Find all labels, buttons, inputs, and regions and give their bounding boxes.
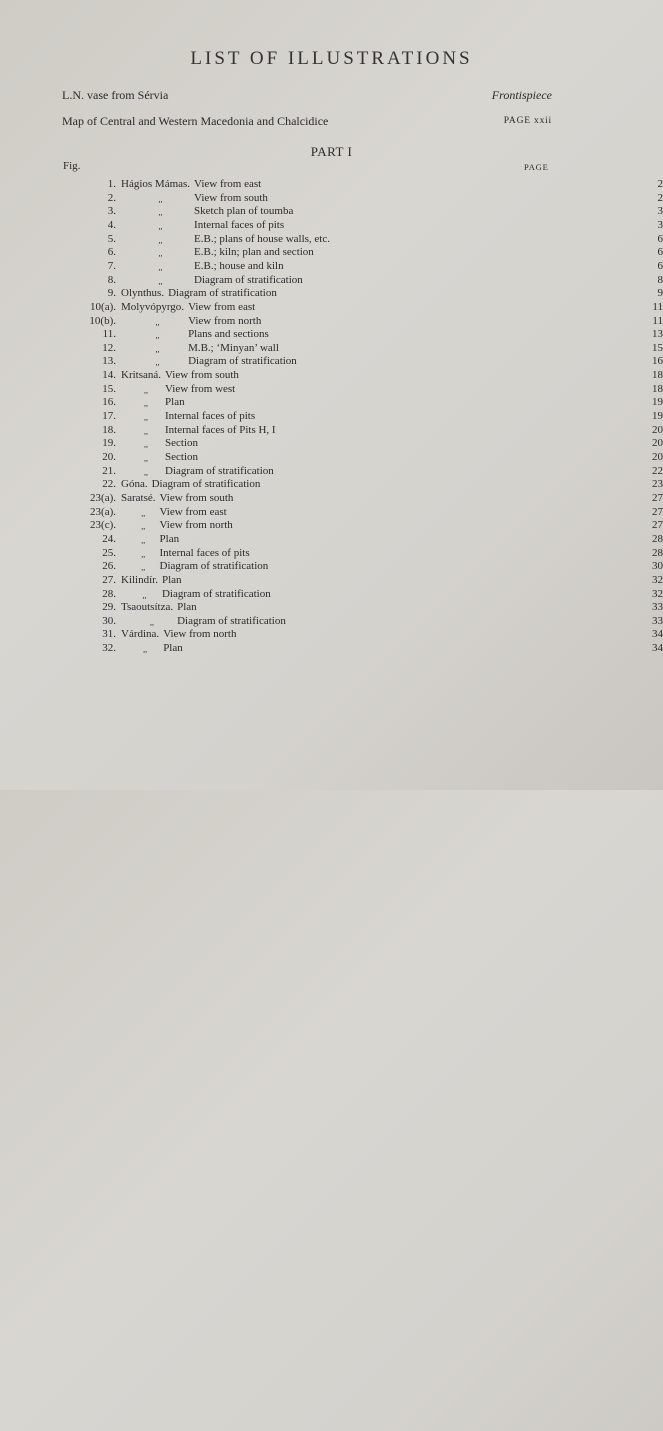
page-number: 20 xyxy=(652,437,663,450)
page-number: 6 xyxy=(657,232,663,245)
page-number: 9 xyxy=(657,287,663,300)
list-item xyxy=(0,395,663,409)
list-item xyxy=(0,559,663,573)
list-item xyxy=(0,327,663,341)
list-item xyxy=(0,218,663,232)
list-item xyxy=(0,273,663,287)
page-number: 20 xyxy=(652,451,663,463)
figure-number: 17. xyxy=(102,410,116,423)
illustration-description: Internal faces of Pits H, I xyxy=(165,423,276,436)
list-item xyxy=(0,505,663,519)
figure-number: 6. xyxy=(107,246,116,259)
list-item xyxy=(0,436,663,450)
site-name: Tsaoutsítza. xyxy=(121,601,174,614)
figure-number: 16. xyxy=(102,396,116,409)
page-number: 22 xyxy=(652,464,663,477)
illustration-description: Diagram of stratification xyxy=(168,287,277,300)
list-item xyxy=(0,518,663,532)
page-number: 30 xyxy=(652,560,663,573)
figure-number: 28. xyxy=(102,587,116,600)
ditto-mark: ,, xyxy=(158,249,163,259)
illustration-description: View from north xyxy=(159,519,233,532)
list-item xyxy=(0,300,663,314)
illustration-description: View from east xyxy=(159,505,227,518)
illustration-description: View from south xyxy=(159,491,234,504)
list-item xyxy=(0,464,663,478)
illustration-description: Diagram of stratification xyxy=(194,273,303,286)
ditto-mark: ,, xyxy=(150,617,155,627)
illustration-description: Sketch plan of toumba xyxy=(194,205,294,218)
page-number: 11 xyxy=(652,314,663,327)
page-number: 27 xyxy=(652,519,663,532)
figure-number: 31. xyxy=(102,628,116,641)
page-number: 19 xyxy=(652,396,663,409)
page-number: 27 xyxy=(652,491,663,504)
site-name: Molyvópyrgo. xyxy=(121,300,185,313)
ditto-mark: ,, xyxy=(155,344,160,354)
figure-number: 15. xyxy=(102,382,116,395)
figure-number: 26. xyxy=(102,560,116,573)
page-number: 6 xyxy=(657,246,663,259)
page-number: 23 xyxy=(652,478,663,491)
figure-number: 23(a). xyxy=(90,491,116,504)
list-item xyxy=(0,423,663,437)
page-number: 2 xyxy=(657,191,663,204)
map-page-ref: PAGE xxii xyxy=(503,116,552,126)
fig-column-header: Fig. xyxy=(63,160,81,172)
frontispiece-caption: L.N. vase from Sérvia xyxy=(62,88,169,102)
page-number: 3 xyxy=(657,218,663,231)
ditto-mark: ,, xyxy=(158,221,163,231)
figure-number: 12. xyxy=(102,341,116,354)
illustration-description: Diagram of stratification xyxy=(188,355,297,368)
figure-number: 8. xyxy=(107,273,116,286)
page-number: 2 xyxy=(657,178,663,190)
ditto-mark: ,, xyxy=(158,194,163,204)
page-number: 11 xyxy=(652,300,663,313)
figure-number: 2. xyxy=(107,191,116,204)
figure-number: 7. xyxy=(107,259,116,272)
illustration-description: Diagram of stratification xyxy=(177,614,286,627)
illustration-description: E.B.; kiln; plan and section xyxy=(194,246,314,259)
illustration-description: Section xyxy=(165,451,199,463)
page-number: 15 xyxy=(652,341,663,354)
page-number: 33 xyxy=(652,614,663,627)
figure-number: 27. xyxy=(102,573,116,586)
figure-number: 13. xyxy=(102,355,116,368)
figure-number: 30. xyxy=(102,614,116,627)
list-item xyxy=(0,614,663,628)
figure-number: 10(a). xyxy=(90,300,116,313)
illustration-description: Plans and sections xyxy=(188,328,269,341)
list-item xyxy=(0,491,663,505)
list-item xyxy=(0,600,663,614)
page-number: 18 xyxy=(652,382,663,395)
site-name: Góna. xyxy=(121,478,148,491)
list-item xyxy=(0,341,663,355)
ditto-mark: ,, xyxy=(144,413,148,423)
page-number: 32 xyxy=(652,573,663,586)
list-item xyxy=(0,532,663,546)
figure-number: 23(a). xyxy=(90,505,116,518)
page-column-header: PAGE xyxy=(524,162,549,172)
site-name: Kilindír. xyxy=(121,573,158,586)
figure-number: 14. xyxy=(102,369,116,382)
page-number: 28 xyxy=(652,546,663,559)
figure-number: 1. xyxy=(107,178,116,190)
ditto-mark: ,, xyxy=(158,262,163,272)
illustration-description: View from south xyxy=(194,191,268,204)
figure-number: 5. xyxy=(107,232,116,245)
list-item xyxy=(0,354,663,368)
illustration-description: Plan xyxy=(159,532,180,545)
list-item xyxy=(0,382,663,396)
list-item xyxy=(0,232,663,246)
site-name: Hágios Mámas. xyxy=(121,178,191,190)
ditto-mark: ,, xyxy=(155,317,160,327)
ditto-mark: ,, xyxy=(155,331,160,341)
figure-number: 11. xyxy=(102,328,116,341)
illustration-description: Plan xyxy=(165,396,185,409)
map-caption: Map of Central and Western Macedonia and Chalcidice xyxy=(62,114,329,128)
illustration-description: View from north xyxy=(163,628,237,641)
figure-number: 18. xyxy=(102,423,116,436)
ditto-mark: ,, xyxy=(144,467,148,477)
figure-number: 3. xyxy=(107,205,116,218)
figure-number: 10(b). xyxy=(89,314,116,327)
figure-number: 24. xyxy=(102,532,116,545)
figure-number: 20. xyxy=(102,451,116,463)
ditto-mark: ,, xyxy=(141,563,146,573)
page-number: 6 xyxy=(657,259,663,272)
page-title: LIST OF ILLUSTRATIONS xyxy=(190,48,473,69)
list-item xyxy=(0,204,663,218)
page-number: 20 xyxy=(652,423,663,436)
illustration-description: Diagram of stratification xyxy=(151,478,261,491)
illustration-description: Diagram of stratification xyxy=(159,560,269,573)
ditto-mark: ,, xyxy=(158,276,163,286)
ditto-mark: ,, xyxy=(158,208,163,218)
ditto-mark: ,, xyxy=(141,522,146,532)
illustration-description: Internal faces of pits xyxy=(165,410,256,423)
illustration-description: M.B.; ‘Minyan’ wall xyxy=(188,341,279,354)
site-name: Kritsaná. xyxy=(121,369,162,382)
page-number: 3 xyxy=(657,205,663,218)
ditto-mark: ,, xyxy=(142,590,147,600)
list-item xyxy=(0,191,663,205)
illustration-description: View from east xyxy=(194,178,262,190)
site-name: Várdina. xyxy=(121,628,160,641)
list-item xyxy=(0,641,663,655)
page-number: 28 xyxy=(652,532,663,545)
list-item xyxy=(0,368,663,382)
illustration-description: E.B.; plans of house walls, etc. xyxy=(194,232,330,245)
illustration-description: Section xyxy=(165,437,199,450)
figure-number: 23(c). xyxy=(90,519,116,532)
ditto-mark: ,, xyxy=(144,454,148,463)
ditto-mark: ,, xyxy=(143,645,148,655)
illustration-description: Internal faces of pits xyxy=(194,218,285,231)
frontispiece-label: Frontispiece xyxy=(491,88,552,102)
figure-number: 9. xyxy=(107,287,116,300)
list-item xyxy=(0,286,663,300)
part-heading: PART I xyxy=(310,144,353,159)
list-item xyxy=(0,627,663,641)
illustration-description: Internal faces of pits xyxy=(159,546,250,559)
figure-number: 25. xyxy=(102,546,116,559)
site-name: Saratsé. xyxy=(121,491,156,504)
illustration-description: Plan xyxy=(177,601,197,614)
page-number: 19 xyxy=(652,410,663,423)
illustration-description: E.B.; house and kiln xyxy=(194,259,284,272)
illustration-description: Diagram of stratification xyxy=(161,587,271,600)
ditto-mark: ,, xyxy=(144,399,148,409)
list-item xyxy=(0,573,663,587)
figure-number: 22. xyxy=(102,478,116,491)
illustration-description: View from north xyxy=(188,314,262,327)
list-item xyxy=(0,409,663,423)
illustration-description: View from west xyxy=(165,382,236,395)
illustration-description: View from east xyxy=(188,300,256,313)
site-name: Olynthus. xyxy=(121,287,165,300)
figure-number: 29. xyxy=(102,601,116,614)
page-number: 34 xyxy=(652,628,663,641)
list-item xyxy=(0,587,663,601)
ditto-mark: ,, xyxy=(158,235,163,245)
figure-number: 21. xyxy=(102,464,116,477)
ditto-mark: ,, xyxy=(155,358,160,368)
figure-number: 4. xyxy=(107,218,116,231)
list-item xyxy=(0,546,663,560)
page-number: 33 xyxy=(652,601,663,614)
illustration-description: Plan xyxy=(161,573,182,586)
ditto-mark: ,, xyxy=(141,549,146,559)
list-item xyxy=(0,177,663,191)
page-number: 27 xyxy=(652,505,663,518)
ditto-mark: ,, xyxy=(144,385,148,395)
page-number: 13 xyxy=(652,328,663,341)
figure-number: 19. xyxy=(102,437,116,450)
page-number: 34 xyxy=(652,642,663,655)
illustration-description: Plan xyxy=(163,642,183,655)
page-number: 18 xyxy=(652,369,663,382)
illustration-description: View from south xyxy=(165,369,239,382)
ditto-mark: ,, xyxy=(141,508,146,518)
page-number: 16 xyxy=(652,355,663,368)
list-item xyxy=(0,259,663,273)
ditto-mark: ,, xyxy=(144,440,148,450)
page-number: 8 xyxy=(657,273,663,286)
list-item xyxy=(0,314,663,328)
illustration-description: Diagram of stratification xyxy=(165,464,274,477)
list-item xyxy=(0,450,663,464)
ditto-mark: ,, xyxy=(141,535,146,545)
ditto-mark: ,, xyxy=(144,426,148,436)
list-item xyxy=(0,245,663,259)
list-item xyxy=(0,477,663,491)
page-number: 32 xyxy=(652,587,663,600)
figure-number: 32. xyxy=(102,642,116,655)
